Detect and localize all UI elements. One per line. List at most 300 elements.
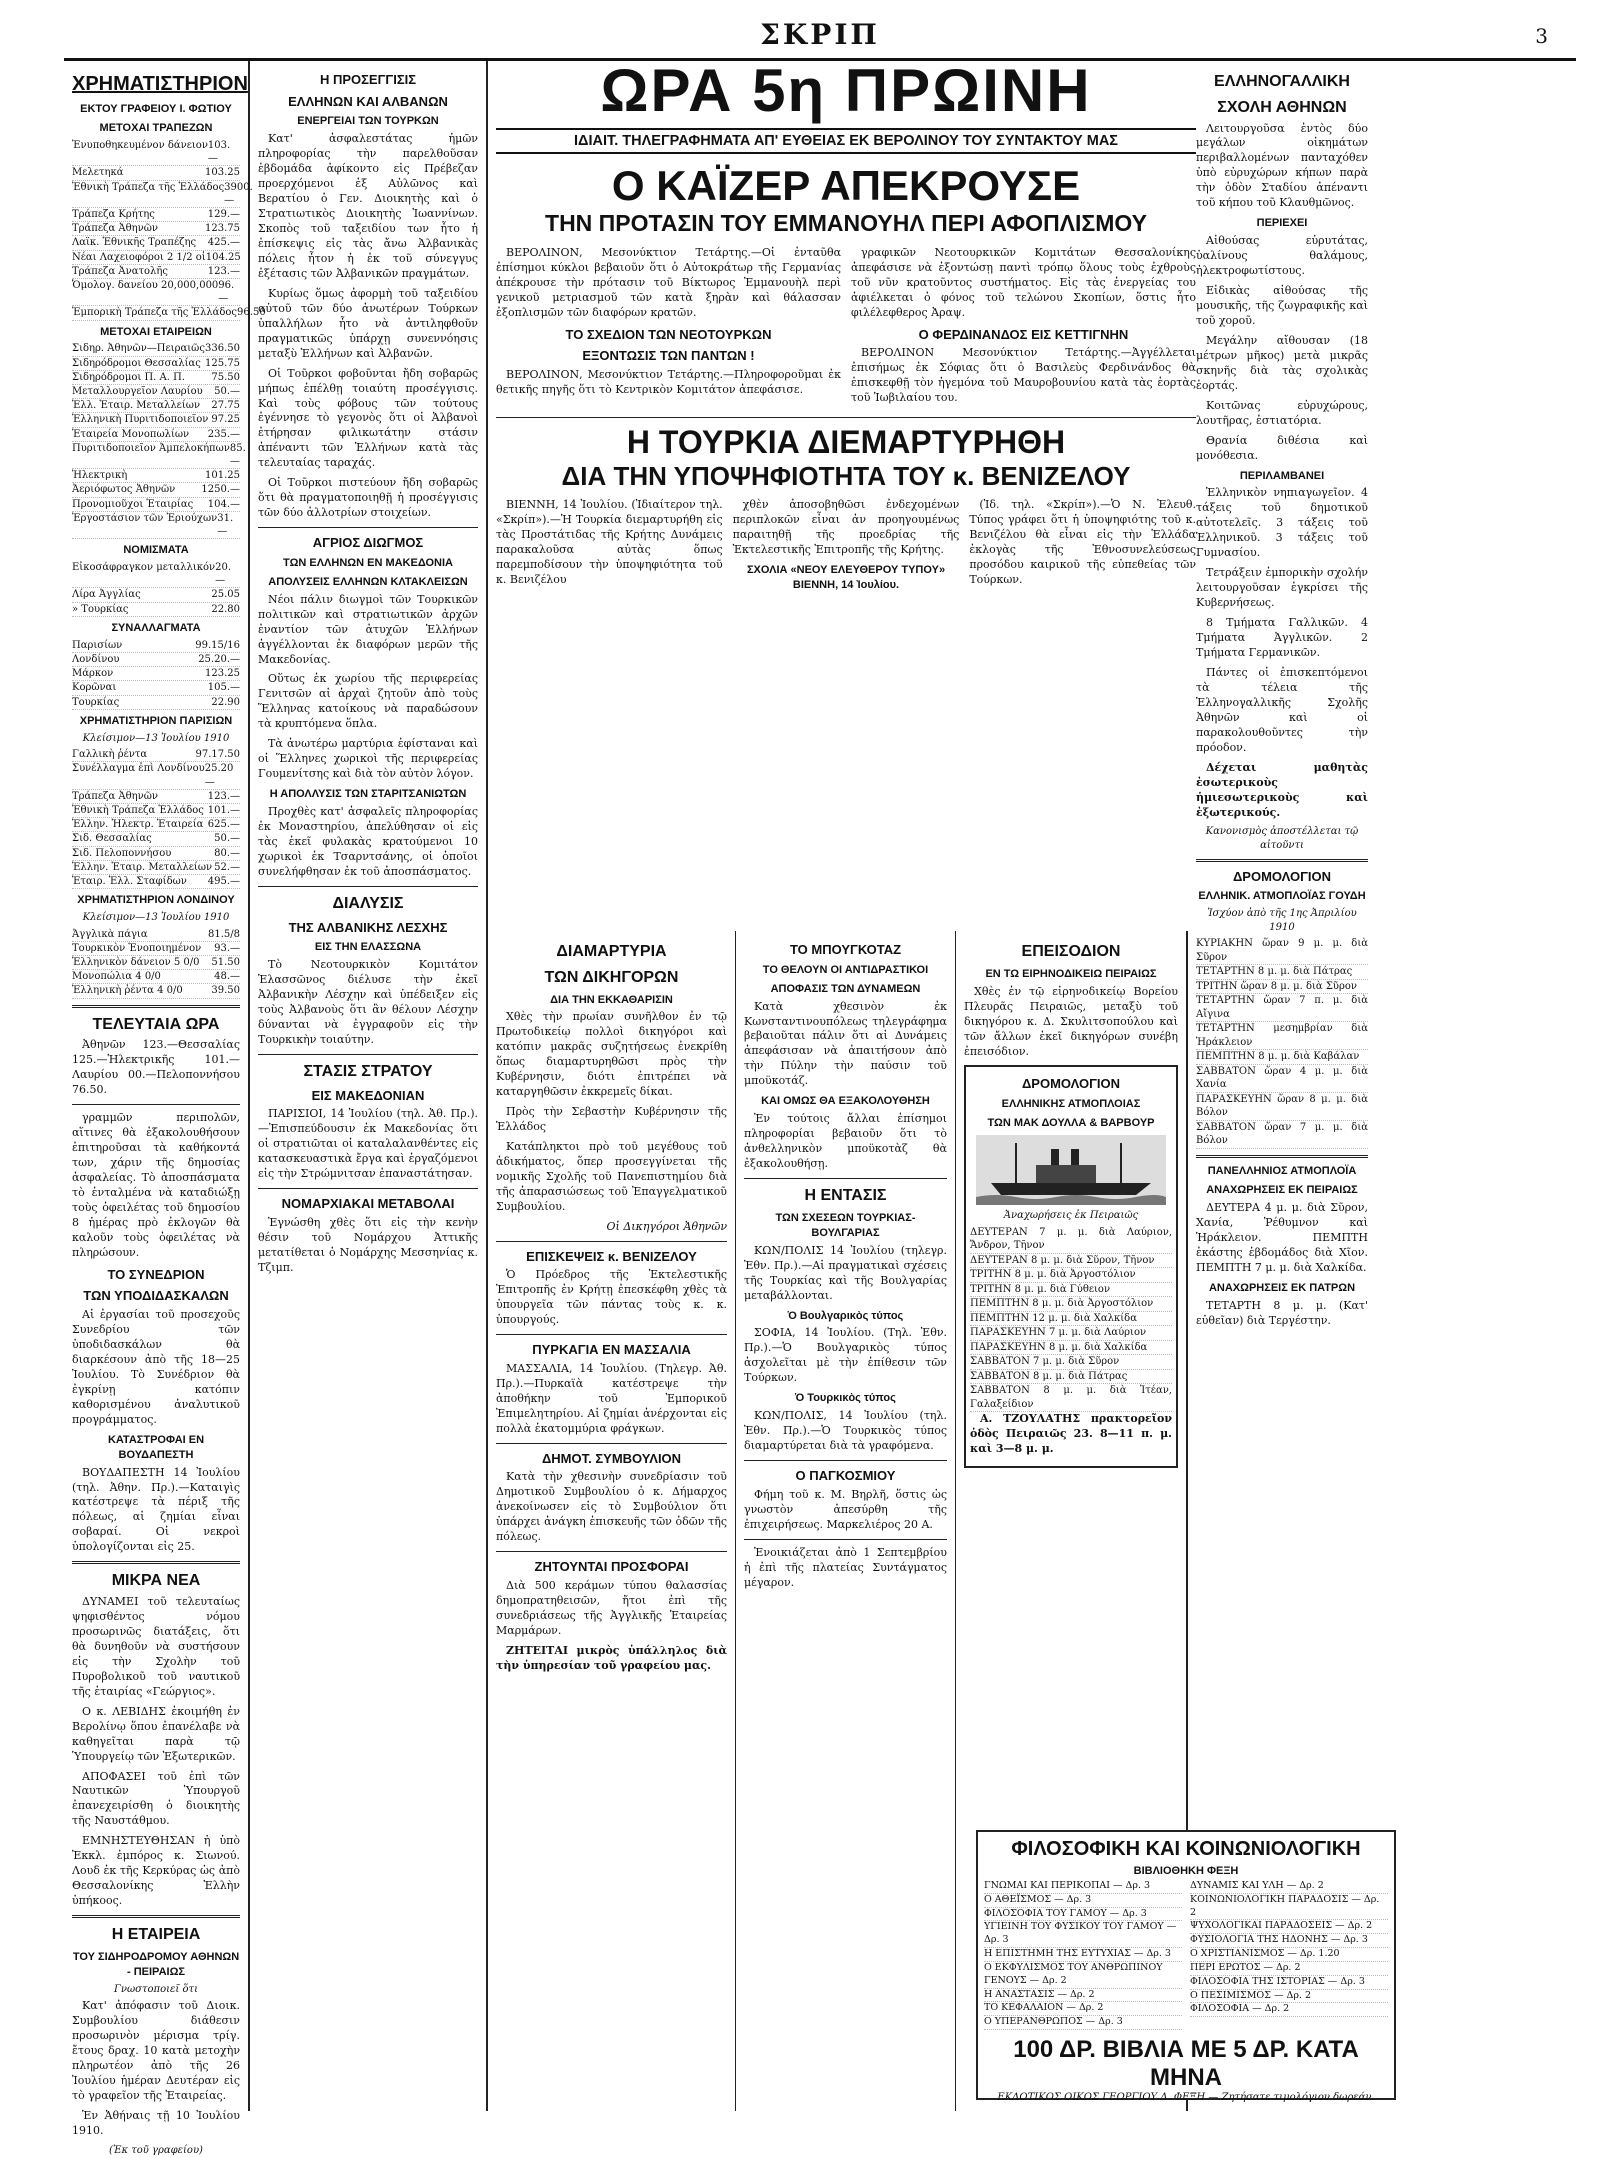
- price-value: 25.05: [211, 589, 240, 601]
- price-row: [72, 653, 240, 667]
- article-paragraph: Κατ' ἀσφαλεστάτας ἡμῶν πληροφορίας τὴν παρελθοῦσαν ἑβδομάδα ἀφίκοντο εἰς Πρέβεζαν προερχόμενοι ἐξ Αὐλῶνος καὶ Βερατίου ὁ Γεν. Διοικητὴς καὶ ὁ Στρατιωτικὸς Διοικητὴς Ἰωαννίνων. Σκοπὸς τοῦ ταξειδίου των ἦτο ἡ ἐπίσκεψις εἰς τὰς ἄνω Ἀλβανικὰς πόλεις ἦτον ἡ ἐκ τοῦ σύνεγγυς ἐξέτασις τῶν Ἀλβανικῶν πραγμάτων.: [258, 132, 478, 280]
- price-value: 52.—: [214, 861, 240, 873]
- divider: [744, 1178, 947, 1179]
- article-title: ΝΟΜΑΡΧΙΑΚΑΙ ΜΕΤΑΒΟΛΑΙ: [281, 1196, 455, 1212]
- list-item: ΠΕΜΠΤΗΝ 8 μ. μ. διὰ Καβάλαν: [1196, 1050, 1368, 1065]
- price-row: [72, 442, 246, 469]
- price-value: 425.—: [207, 237, 240, 249]
- book-list-left: [984, 1880, 1182, 2030]
- article-title: ΕΛΛΗΝΩΝ ΚΑΙ ΑΛΒΑΝΩΝ: [288, 93, 448, 109]
- list-item: ΤΕΤΑΡΤΗΝ 8 μ. μ. διὰ Πάτρας: [1196, 965, 1368, 980]
- divider: [1196, 859, 1368, 862]
- article-paragraph: ΔΕΥΤΕΡΑ 4 μ. μ. διὰ Σῦρον, Χανία, Ῥέθυμνον καὶ Ἡράκλειον. ΠΕΜΠΤΗ ἑκάστης ἑβδομάδος διὰ Χῖον. ΠΕΜΠΤΗ 7 μ. μ. διὰ Χαλκίδα.: [1196, 1200, 1368, 1274]
- list-item: ΣΑΒΒΑΤΟΝ ὥραν 4 μ. μ. διὰ Χανία: [1196, 1065, 1368, 1093]
- list-item: ΣΑΒΒΑΤΟΝ 8 μ. μ. διὰ Ἰτέαν, Γαλαξείδιον: [970, 1384, 1172, 1412]
- article-title: ΤΟ ΜΠΟΥΓΚΟΤΑΖ: [789, 942, 902, 957]
- price-value: 101.—: [207, 805, 240, 816]
- divider: [258, 527, 478, 528]
- list-item: Ο ΧΡΙΣΤΙΑΝΙΣΜΟΣ — Δρ. 1.20: [1190, 1948, 1388, 1962]
- ferdinand-title: Ο ΦΕΡΔΙΝΑΝΔΟΣ ΕΙΣ ΚΕΤΤΙΓΝΗΝ: [918, 326, 1129, 342]
- article-paragraph: Προχθὲς κατ' ἀσφαλεῖς πληροφορίας ἐκ Μοναστηρίου, ἀπελύθησαν οἱ εἰς τὰς ἐκεῖ φυλακὰς κρατούμενοι 10 χωρικοὶ ἐκ Τσαρντσάνης, οἱ ὁποῖοι συνελήφθησαν ἐκ τοῦ ἀποσπάσματος.: [258, 805, 478, 878]
- budapest-title: ΚΑΤΑΣΤΡΟΦΑΙ ΕΝ ΒΟΥΔΑΠΕΣΤΗ: [107, 1433, 205, 1461]
- price-name: Τράπεζα Ἀνατολῆς: [72, 265, 168, 277]
- schedule-lines: [1196, 937, 1368, 1149]
- tourkia-headline: Η ΤΟΥΡΚΙΑ ΔΙΕΜΑΡΤΥΡΗΘΗ: [626, 424, 1066, 461]
- kaiser-body: [496, 246, 1196, 411]
- article-subtitle: ΕΙΣ ΤΗΝ ΕΛΑΣΣΩΝΑ: [314, 941, 422, 954]
- price-row: [72, 279, 240, 306]
- list-item: ΤΡΙΤΗΝ 8 μ. μ. διὰ Γύθειον: [970, 1283, 1172, 1298]
- ad-publisher: ΕΚΔΟΤΙΚΟΣ ΟΙΚΟΣ ΓΕΩΡΓΙΟΥ Δ. ΦΕΞΗ — Ζητήσατε τιμολόγιον δωρεάν.: [997, 2091, 1375, 2103]
- list-item: ΠΑΡΑΣΚΕΥΗΝ 8 μ. μ. διὰ Χαλκίδα: [970, 1341, 1172, 1356]
- neotourkoi-title: ΤΟ ΣΧΕΔΙΟΝ ΤΩΝ ΝΕΟΤΟΥΡΚΩΝ: [565, 326, 772, 342]
- article-subtitle: ΕΝΕΡΓΕΙΑΙ ΤΩΝ ΤΟΥΡΚΩΝ: [297, 115, 439, 128]
- price-row: [72, 385, 240, 399]
- article-title: ΤΟ ΘΕΛΟΥΝ ΟΙ ΑΝΤΙΔΡΑΣΤΙΚΟΙ: [762, 963, 929, 976]
- price-value: 75.50: [211, 371, 240, 383]
- price-value: 123.—: [207, 265, 240, 277]
- budapest-text: ΒΟΥΔΑΠΕΣΤΗ 14 Ἰουλίου (τηλ. Ἀθην. Πρ.).—Καταιγὶς κατέστρεψε τὰ πέριξ τῆς πόλεως, αἱ ζημίαι εἶναι σοβαραί. Οἱ νεκροὶ ὑπολογίζονται εἰς 25.: [72, 1465, 240, 1554]
- article-paragraph: Πρὸς τὴν Σεβαστὴν Κυβέρνησιν τῆς Ἑλλάδος: [496, 1105, 727, 1134]
- price-value: 99.15/16: [195, 639, 240, 651]
- article-paragraph: ΤΕΤΑΡΤΗ 8 μ. μ. (Κατ' εὐθεῖαν) διὰ Τεργέστην.: [1196, 1298, 1368, 1327]
- kaiser-text-left: ΒΕΡΟΛΙΝΟΝ, Μεσονύκτιον Τετάρτης.—Οἱ ἐνταῦθα ἐπίσημοι κύκλοι βεβαιοῦν ὅτι ὁ Αὐτοκράτωρ τῆς Γερμανίας ἀπέκρουσε τὴν πρότασιν τοῦ Βίκτωρος Ἐμμανουὴλ περὶ γενικοῦ μετριασμοῦ τῶν κατὰ ξηρὰν καὶ θάλασσαν ἐξοπλισμῶν τῶν διαφόρων κρατῶν. ΤΟ ΣΧΕΔΙΟΝ ΤΩΝ ΝΕΟΤΟΥΡΚΩΝ ΕΞΟΝΤΩΣΙΣ ΤΩΝ ΠΑΝΤΩΝ ! ΒΕΡΟΛΙΝΟΝ, Μεσονύκτιον Τετάρτης.—Πληροφοροῦμαι ἐκ θετικῆς πηγῆς ὅτι τὸ Κεντρικὸν Κομιτάτον ἀπεφάσισε.: [496, 245, 841, 396]
- list-item: Η ΕΠΙΣΤΗΜΗ ΤΗΣ ΕΥΤΥΧΙΑΣ — Δρ. 3: [984, 1948, 1182, 1962]
- article-paragraph: Ἑλληνικὸν νηπιαγωγεῖον. 4 τάξεις τοῦ δημοτικοῦ αὐτοτελεῖς. 3 τάξεις τοῦ Ἑλληνικοῦ. 3 τάξεις τοῦ Γυμνασίου.: [1196, 486, 1368, 560]
- article-paragraph: Οἱ Τοῦρκοι πιστεύουν ἤδη σοβαρῶς ὅτι θὰ πραγματοποιηθῇ ἡ προσέγγισις τῶν δύο ἀλλοτρίων στοιχείων.: [258, 476, 478, 520]
- article-paragraph: Κατὰ χθεσινὸν ἐκ Κωνσταντινουπόλεως τηλεγράφημα βεβαιοῦται πάλιν ὅτι αἱ Δυνάμεις ἀπεφάσισαν νὰ ἀπαιτήσουν ἀπὸ τὴν Πύλην τὴν παύσιν τοῦ μποϋκοτάζ.: [744, 999, 947, 1088]
- price-value: 85.—: [229, 442, 246, 467]
- article-title: Η ΕΝΤΑΣΙΣ: [804, 1187, 887, 1205]
- company-notice-title: Η ΕΤΑΙΡΕΙΑ: [111, 1926, 201, 1944]
- divider: [744, 1460, 947, 1461]
- article-subtitle: ΑΠΟΦΑΣΙΣ ΤΩΝ ΔΥΝΑΜΕΩΝ: [770, 982, 921, 995]
- tourkia-subheadline: ΔΙΑ ΤΗΝ ΥΠΟΨΗΦΙΟΤΗΤΑ ΤΟΥ κ. ΒΕΝΙΖΕΛΟΥ: [561, 460, 1131, 491]
- ad-subtitle: ΑΝΑΧΩΡΗΣΕΙΣ ΕΚ ΠΑΤΡΩΝ: [1208, 1281, 1356, 1294]
- ad-subtitle: ΤΩΝ ΜΑΚ ΔΟΥΛΛΑ & ΒΑΡΒΟΥΡ: [987, 1117, 1155, 1130]
- list-item: Ο ΑΘΕΪΣΜΟΣ — Δρ. 3: [984, 1894, 1182, 1908]
- ad-subtitle: ΕΛΛΗΝΙΚΗΣ ΑΤΜΟΠΛΟΙΑΣ: [1001, 1098, 1141, 1111]
- neotourkoi-text: ΒΕΡΟΛΙΝΟΝ, Μεσονύκτιον Τετάρτης.—Πληροφοροῦμαι ἐκ θετικῆς πηγῆς ὅτι τὸ Κεντρικὸν Κομιτάτον ἀπεφάσισε.: [496, 368, 841, 396]
- price-value: 51.50: [211, 957, 240, 969]
- article-paragraph: Ὁ Πρόεδρος τῆς Ἐκτελεστικῆς Ἐπιτροπῆς ἐν Κρήτῃ ἐπεσκέφθη χθὲς τὰ ὑπουργεῖα τῶν πάντας τοὺς κ. κ. ὑπουργούς.: [496, 1268, 727, 1327]
- price-row: [72, 639, 240, 653]
- price-row: [72, 342, 240, 356]
- price-name: Σιδηρ. Ἀθηνῶν—Πειραιῶς: [72, 343, 205, 355]
- paris-subheading: Κλείσιμον—13 Ἰουλίου 1910: [82, 732, 230, 744]
- column-boycott: [736, 931, 956, 2111]
- article-signature: Οἱ Δικηγόροι Ἀθηνῶν: [606, 1219, 727, 1233]
- congress-title: ΤΟ ΣΥΝΕΔΡΙΟΝ: [107, 1266, 205, 1282]
- article-paragraph: Τὸ Νεοτουρκικὸν Κομιτάτον Ἐλασσῶνος διέλυσε τὴν ἐκεῖ Ἀλβανικὴν Λέσχην καὶ ὑπέδειξεν εἰς τοὺς Ἀλβανοὺς ὅτι ἂν θέλουν Λέσχην δύνανται νὰ ἐγγραφοῦν εἰς τὴν Τουρκικὴν τοιαύτην.: [258, 958, 478, 1046]
- article-paragraph: Οἱ Τοῦρκοι φοβοῦνται ἤδη σοβαρῶς μήπως ἐπέλθῃ τοιαύτη προσέγγισις. Καὶ τοὺς φόβους τῶν τούτους ἐγέννησε τὸ γεγονὸς ὅτι οἱ Ἀλβανοὶ ἐτήρησαν φιλικωτάτην στάσιν ἀπέναντι τῶν Ἑλλήνων κατὰ τὰς τελευταίας ταραχάς.: [258, 366, 478, 470]
- article-subtitle: ΕΝ ΤΩ ΕΙΡΗΝΟΔΙΚΕΙΩ ΠΕΙΡΑΙΩΣ: [985, 967, 1157, 980]
- price-row: [72, 928, 240, 942]
- ferdinand-text: ΒΕΡΟΛΙΝΟΝ Μεσονύκτιον Τετάρτης.—Ἀγγέλλεται ἐπισήμως ἐκ Σόφιας ὅτι ὁ Βασιλεὺς Φερδινάνδος θὰ ἐπισκεφθῇ τὸν ἡγεμόνα τοῦ Μαυροβουνίου κατὰ τὰς ἑορτὰς τοῦ Ἰωβιλαίου του.: [851, 346, 1196, 405]
- tourkia-text-1: ΒΙΕΝΝΗ, 14 Ἰουλίου. (Ἰδιαίτερον τηλ. «Σκρίπ»).—Ἡ Τουρκία διεμαρτυρήθη εἰς τὰς Προστάτιδας τῆς Κρήτης Δυνάμεις παρακαλοῦσα αὐτὰς ὅπως παρεμποδίσουν τὴν ὑποψηφιότητα τοῦ κ. Βενιζέλου: [496, 498, 723, 586]
- price-row: [72, 818, 240, 832]
- price-value: 103.25: [205, 167, 240, 179]
- price-name: Ἑλλην. Ἑταιρ. Μεταλλείων: [72, 861, 213, 873]
- column-greek-albanian: [250, 61, 488, 2111]
- article-title: ΤΩΝ ΔΙΚΗΓΟΡΩΝ: [544, 968, 679, 986]
- kaiser-headline: Ο ΚΑΪΖΕΡ ΑΠΕΚΡΟΥΣΕ: [611, 162, 1081, 209]
- divider: [496, 417, 1196, 418]
- price-row: [72, 208, 240, 222]
- price-row: [72, 804, 240, 818]
- list-item: ΠΑΡΑΣΚΕΥΗΝ ὥραν 8 μ. μ. διὰ Βόλον: [1196, 1093, 1368, 1121]
- price-row: [72, 984, 240, 998]
- divider: [258, 1054, 478, 1055]
- list-item: ΔΥΝΑΜΙΣ ΚΑΙ ΥΛΗ — Δρ. 2: [1190, 1880, 1388, 1894]
- companies-heading: ΜΕΤΟΧΑΙ ΕΤΑΙΡΕΙΩΝ: [100, 325, 212, 338]
- ad-from: Ἰσχύον ἀπὸ τῆς 1ης Ἀπριλίου 1910: [1207, 908, 1357, 933]
- ad-from: Ἀναχωρήσεις ἐκ Πειραιῶς: [1003, 1210, 1139, 1222]
- small-news-title: ΜΙΚΡΑ ΝΕΑ: [111, 1572, 201, 1590]
- company-notice-title-2: ΤΟΥ ΣΙΔΗΡΟΔΡΟΜΟΥ ΑΘΗΝΩΝ - ΠΕΙΡΑΙΩΣ: [72, 1950, 240, 1978]
- section-heading: ΠΕΡΙΛΑΜΒΑΝΕΙ: [1239, 469, 1325, 482]
- article-title: ΕΠΕΙΣΟΔΙΟΝ: [1021, 943, 1121, 960]
- divider: [496, 1241, 727, 1242]
- paris-list: [72, 748, 240, 889]
- article-title: ΕΙΣ ΜΑΚΕΔΟΝΙΑΝ: [311, 1087, 425, 1103]
- list-item: ΣΑΒΒΑΤΟΝ ὥραν 7 μ. μ. διὰ Βόλον: [1196, 1121, 1368, 1149]
- article-paragraph: Εἰδικὰς αἰθούσας τῆς μουσικῆς, τῆς ζωγραφικῆς καὶ τοῦ χοροῦ.: [1196, 284, 1368, 327]
- list-item: ΤΕΤΑΡΤΗΝ μεσημβρίαν διὰ Ἡράκλειον: [1196, 1022, 1368, 1050]
- price-name: Ἑταιρ. Ἑλλ. Σταφίδων: [72, 875, 187, 887]
- list-item: ΔΕΥΤΕΡΑΝ 8 μ. μ. διὰ Σῦρον, Τῆνον: [970, 1254, 1172, 1269]
- article-title: Ο ΠΑΓΚΟΣΜΙΟΥ: [795, 1468, 896, 1484]
- price-name: Ἐμπορικὴ Τράπεζα τῆς Ἑλλάδος: [72, 307, 238, 319]
- price-value: 125.75: [205, 357, 240, 369]
- price-value: 81.5/8: [208, 928, 240, 940]
- price-value: 336.50: [205, 343, 240, 355]
- price-value: 123.—: [207, 790, 240, 802]
- article-paragraph: Λειτουργοῦσα ἐντὸς δύο μεγάλων οἰκημάτων περιβαλλομένων πανταχόθεν ὑπὸ εὐρυχώρων κήπων παρὰ τὴν ὁδὸν Σταδίου ἀπέναντι τοῦ κήπου τοῦ Κλαυθμῶνος.: [1196, 121, 1368, 210]
- company-shares-list: [72, 342, 246, 539]
- price-name: » Τουρκίας: [72, 603, 129, 615]
- article-subtitle: Ὁ Τουρκικὸς τύπος: [795, 1392, 896, 1405]
- list-item: Η ΑΝΑΣΤΑΣΙΣ — Δρ. 2: [984, 1989, 1182, 2003]
- price-name: Ἑλλ. Ἑταιρ. Μεταλλείων: [72, 400, 201, 412]
- article-title: ΔΙΑΜΑΡΤΥΡΙΑ: [556, 943, 667, 960]
- company-notice-sign-2: (Ἐκ τοῦ γραφείου): [109, 2144, 203, 2156]
- price-row: [72, 561, 240, 588]
- section-heading: ΠΕΡΙΕΧΕΙ: [1256, 217, 1308, 230]
- steamship-icon: [976, 1135, 1166, 1205]
- price-row: [72, 847, 240, 861]
- ad-title: ΦΙΛΟΣΟΦΙΚΗ ΚΑΙ ΚΟΙΝΩΝΙΟΛΟΓΙΚΗ: [1011, 1838, 1361, 1860]
- article-paragraph: Πάντες οἱ ἐπισκεπτόμενοι τὰ τέλεια τῆς Ἑλληνογαλλικῆς Σχολῆς Ἀθηνῶν καὶ οἱ παρακολουθοῦντες τὴν πρόοδον.: [1196, 665, 1368, 754]
- price-value: 97.25: [211, 414, 240, 426]
- ad-title: ΔΡΟΜΟΛΟΓΙΟΝ: [1232, 868, 1332, 884]
- price-name: Λίρα Ἀγγλίας: [72, 589, 141, 601]
- article-paragraph: Ἐνοικιάζεται ἀπὸ 1 Σεπτεμβρίου ἡ ἐπὶ τῆς πλατείας Συντάγματος μέγαρον.: [744, 1545, 947, 1589]
- article-paragraph: Ἐγνώσθη χθὲς ὅτι εἰς τὴν κενὴν θέσιν τοῦ Νομάρχου Ἀττικῆς μετατίθεται ὁ Νομάρχης Μεσσηνίας κ. Τζιμπ.: [258, 1215, 478, 1274]
- article-paragraph: Δέχεται μαθητὰς ἐσωτερικοὺς ἡμιεσωτερικοὺς καὶ ἐξωτερικούς.: [1196, 760, 1368, 819]
- price-name: Μελετηκά: [72, 167, 124, 179]
- price-row: [72, 942, 240, 956]
- price-value: 22.80: [211, 603, 240, 615]
- price-row: [72, 306, 266, 320]
- price-name: Ἐθνικὴ Τράπεζα Ἑλλάδος: [72, 805, 204, 816]
- article-paragraph: Κατὰ τὴν χθεσινὴν συνεδρίασιν τοῦ Δημοτικοῦ Συμβουλίου ὁ κ. Δήμαρχος ἀνεκοίνωσεν εἰς τὸ Συμβούλιον ὅτι ὑπάρχει ἀνάγκη ἐπισκευῆς τῶν ὁδῶν τῆς πόλεως.: [496, 1470, 727, 1544]
- price-name: Τουρκίας: [72, 696, 120, 708]
- price-name: Νέαι Λαχειοφόροι 2 1/2 οἱ: [72, 251, 206, 263]
- neotourkoi-title-2: ΕΞΟΝΤΩΣΙΣ ΤΩΝ ΠΑΝΤΩΝ !: [582, 348, 755, 364]
- company-notice-title-3: Γνωστοποιεῖ ὅτι: [113, 1983, 198, 1995]
- price-name: Συνέλλαγμα ἐπὶ Λονδίνου: [72, 763, 205, 775]
- price-value: 50.—: [214, 833, 240, 845]
- article-paragraph: 8 Τμήματα Γαλλικῶν. 4 Τμήματα Ἀγγλικῶν. 2 Τμήματα Γερμανικῶν.: [1196, 616, 1368, 659]
- price-row: [72, 181, 253, 208]
- schedule-lines: [970, 1226, 1172, 1413]
- price-name: Σιδ. Πελοποννήσου: [72, 847, 172, 859]
- price-row: [72, 603, 240, 617]
- price-value: 104.25: [205, 251, 241, 263]
- bank-shares-list: [72, 139, 266, 320]
- article-note: Κανονισμὸς ἀποστέλλεται τῷ αἰτοῦντι: [1205, 826, 1359, 852]
- price-value: 50.—: [214, 386, 240, 398]
- article-paragraph: Τὰ ἀνωτέρω μαρτύρια ἐφίσταναι καὶ οἱ Ἕλληνες χωρικοὶ τῆς περιφερείας Γουμενίτσης καὶ διὰ τὸν αὐτὸν λόγον.: [258, 737, 478, 781]
- price-row: [72, 681, 240, 695]
- price-row: [72, 832, 240, 846]
- masthead-title: ΣΚΡΙΠ: [760, 18, 880, 51]
- company-notice-sign: Ἐν Ἀθήναις τῇ 10 Ἰουλίου 1910.: [72, 2109, 240, 2137]
- school-title: ΕΛΛΗΝΟΓΑΛΛΙΚΗ: [1214, 73, 1350, 90]
- price-name: Ἀγγλικὰ πάγια: [72, 928, 148, 940]
- school-title-2: ΣΧΟΛΗ ΑΘΗΝΩΝ: [1217, 98, 1347, 116]
- article-title: Η ΠΡΟΣΕΓΓΙΣΙΣ: [319, 72, 417, 87]
- price-row: [72, 251, 240, 265]
- ad-title: ΔΡΟΜΟΛΟΓΙΟΝ: [1021, 1076, 1121, 1092]
- price-name: Ἑταιρεία Μονοπωλίων: [72, 428, 190, 440]
- tourkia-body: [496, 498, 1196, 596]
- price-name: Σιδηρόδρομοι Π. Α. Π.: [72, 371, 185, 383]
- tourkia-text-3: (Ἰδ. τηλ. «Σκρίπ»).—Ὁ Ν. Ἐλευθ. Τύπος γράφει ὅτι ἡ ὑποψηφιότης τοῦ κ. Βενιζέλου θὰ εἶναι εἰς τὴν Ἑλλάδα ἐκλογὰς τῆς Ἐθνοσυνελεύσεως προσόδου καιρικοῦ τῆς εὐπεθείας τῶν Τούρκων.: [969, 498, 1197, 586]
- article-subtitle: Ὁ Βουλγαρικὸς τύπος: [787, 1309, 904, 1322]
- ad-subtitle: ΑΝΑΧΩΡΗΣΕΙΣ ΕΚ ΠΕΙΡΑΙΩΣ: [1206, 1183, 1358, 1196]
- price-row: [72, 748, 240, 762]
- price-name: Λονδίνου: [72, 653, 120, 665]
- price-name: Ἑλλην. Ἠλεκτρ. Ἑταιρεία: [72, 819, 204, 831]
- article-subtitle: ΔΙΑ ΤΗΝ ΕΚΚΑΘΑΡΙΣΙΝ: [550, 993, 673, 1006]
- ad-agent: Α. ΤΖΟΥΛΑΤΗΣ πρακτορεῖον ὁδὸς Πειραιῶς 23. 8—11 π. μ. καὶ 3—8 μ. μ.: [970, 1412, 1172, 1456]
- price-name: Λαϊκ. Ἐθνικῆς Τραπέζης: [72, 237, 197, 249]
- article-paragraph: Διὰ 500 κεράμων τύπου θαλασσίας δημοπρατηθεισῶν, ἤτοι ἐπὶ τῆς συνεδριάσεως τῆς Ἀγγλικῆς Ἑταιρείας Μαρμάρων.: [496, 1578, 727, 1637]
- misc-text: γραμμῶν περιπολῶν, αἵτινες θὰ ἐξακολουθήσουν ἐπιτηροῦσαι τὰ καθήκοντά των, χάριν τῆς δημοσίας ἀσφαλείας. Τὸ ἀποσπάσματα τὸ ἐνταλμένα νὰ καταδιώξῃ τοὺς ὀφειλέτας τοῦ δημοσίου 8 ἡμέρας πρὸ ἐκλογῶν θὰ καλοῦν τοὺς ὀφειλέτας νὰ πληρώσουν.: [72, 1111, 240, 1259]
- banner-headline: ΩΡΑ 5η ΠΡΩΙΝΗ: [600, 57, 1092, 124]
- last-hour-text: Ἀθηνῶν 123.—Θεσσαλίας 125.—Ἡλεκτρικῆς 101.—Λαυρίου 00.—Πελοποννήσου 76.50.: [72, 1038, 240, 1097]
- banner-subhead: ΙΔΙΑΙΤ. ΤΗΛΕΓΡΑΦΗΜΑΤΑ ΑΠ' ΕΥΘΕΙΑΣ ΕΚ ΒΕΡΟΛΙΝΟΥ ΤΟΥ ΣΥΝΤΑΚΤΟΥ ΜΑΣ: [496, 128, 1196, 154]
- list-item: ΔΕΥΤΕΡΑΝ 7 μ. μ. διὰ Λαύριον, Ἄνδρον, Τῆνον: [970, 1226, 1172, 1254]
- price-value: 96.50: [237, 307, 266, 319]
- article-paragraph: Μεγάλην αἴθουσαν (18 μέτρων μῆκος) μετὰ μικρᾶς σκηνῆς διὰ τὰς σχολικὰς ἑορτάς.: [1196, 333, 1368, 392]
- list-item: ΦΙΛΟΣΟΦΙΑ ΤΗΣ ΙΣΤΟΡΙΑΣ — Δρ. 3: [1190, 1976, 1388, 1990]
- ad-subtitle: ΕΛΛΗΝΙΚ. ΑΤΜΟΠΛΟΪΑΣ ΓΟΥΔΗ: [1198, 890, 1366, 903]
- price-value: 93.—: [214, 942, 240, 954]
- london-heading: ΧΡΗΜΑΤΙΣΤΗΡΙΟΝ ΛΟΝΔΙΝΟΥ: [77, 894, 235, 907]
- ad-title: ΠΑΝΕΛΛΗΝΙΟΣ ΑΤΜΟΠΛΟΪΑ: [1207, 1164, 1357, 1177]
- price-value: 123.25: [205, 668, 240, 680]
- article-subtitle: ΤΩΝ ΣΧΕΣΕΩΝ ΤΟΥΡΚΙΑΣ-ΒΟΥΛΓΑΡΙΑΣ: [775, 1211, 916, 1239]
- price-name: Παρισίων: [72, 639, 123, 651]
- book-list-right: [1190, 1880, 1388, 2030]
- price-name: Σιδηρόδρομοι Θεσσαλίας: [72, 357, 201, 369]
- article-title: ΔΙΑΛΥΣΙΣ: [332, 894, 404, 912]
- price-name: Τουρκικὸν Ἑνοποιημένον: [72, 942, 202, 954]
- list-item: ΤΡΙΤΗΝ 8 μ. μ. διὰ Ἀργοστόλιον: [970, 1268, 1172, 1283]
- price-value: 25.20.—: [198, 653, 240, 665]
- coins-heading: ΝΟΜΙΣΜΑΤΑ: [123, 544, 189, 557]
- list-item: Ο ΠΕΣΙΜΙΣΜΟΣ — Δρ. 2: [1190, 1990, 1388, 2004]
- price-name: Προνομιοῦχοι Ἑταιρίας: [72, 498, 194, 510]
- article-paragraph: Νέοι πάλιν διωγμοὶ τῶν Τουρκικῶν πολιτικῶν καὶ στρατιωτικῶν ἀρχῶν ἐναντίον τῶν ἀτυχῶν Ἑλλήνων ἀγγέλλονται ἐκ διαφόρων μερῶν τῆς Μακεδονίας.: [258, 592, 478, 666]
- article-paragraph: Κοιτῶνας εὐρυχώρους, λουτῆρας, ἑστιατόρια.: [1196, 398, 1368, 427]
- last-hour-title: ΤΕΛΕΥΤΑΙΑ ΩΡΑ: [92, 1015, 220, 1033]
- price-row: [72, 875, 240, 889]
- list-item: ΠΕΜΠΤΗΝ 12 μ. μ. διὰ Χαλκίδα: [970, 1312, 1172, 1327]
- list-item: ΣΑΒΒΑΤΟΝ 7 μ. μ. διὰ Σῦρον: [970, 1355, 1172, 1370]
- price-row: [72, 970, 240, 984]
- stock-subtitle: ΕΚΤΟΥ ΓΡΑΦΕΙΟΥ Ι. ΦΩΤΙΟΥ: [80, 103, 232, 116]
- price-name: Πυριτιδοποιεῖον Ἀμπελοκήπων: [72, 442, 230, 454]
- article-title: ΖΗΤΟΥΝΤΑΙ ΠΡΟΣΦΟΡΑΙ: [534, 1559, 689, 1575]
- column-stock-exchange: [64, 61, 266, 2156]
- price-name: Τράπεζα Ἀθηνῶν: [72, 790, 158, 802]
- list-item: ΠΑΡΑΣΚΕΥΗΝ 7 μ. μ. διὰ Λαύριον: [970, 1326, 1172, 1341]
- price-name: Γαλλικὴ ῥέντα: [72, 749, 148, 761]
- tourkia-text-2: χθὲν ἀποσοβηθῶσι ἐνδεχομένων περιπλοκῶν εἶναι ἀν προηγουμένως παραιτηθῇ τῆς προεδρίας τῆς Ἐκτελεστικῆς Ἐπιτροπῆς τῆς Κρήτης.: [732, 498, 960, 556]
- price-name: Μεταλλουργεῖον Λαυρίου: [72, 386, 203, 398]
- article-subtitle: Η ΑΠΟΛΛΥΣΙΣ ΤΩΝ ΣΤΑΡΙΤΣΑΝΙΩΤΩΝ: [269, 788, 467, 801]
- price-row: [72, 861, 240, 875]
- article-paragraph: Κυρίως ὅμως ἀφορμὴ τοῦ ταξειδίου αὐτοῦ τῶν δύο ἀνωτέρων Τούρκων ὑπαλλήλων ἦτο νὰ ἀντιληφθοῦν πραγματικῶς ὑπάρχῃ συνεννόησις μεταξὺ Ἑλλήνων καὶ Ἀλβανῶν.: [258, 286, 478, 360]
- list-item: Ο ΥΠΕΡΑΝΘΡΩΠΟΣ — Δρ. 3: [984, 2016, 1182, 2030]
- price-name: Μάρκον: [72, 668, 114, 680]
- column-lawyers: [488, 931, 736, 2111]
- price-name: Κορῶναι: [72, 682, 117, 694]
- price-value: 129.—: [207, 209, 240, 221]
- price-row: [72, 469, 240, 483]
- list-item: ΓΝΩΜΑΙ ΚΑΙ ΠΕΡΙΚΟΠΑΙ — Δρ. 3: [984, 1880, 1182, 1894]
- stock-title: ΧΡΗΜΑΤΙΣΤΗΡΙΟΝ: [72, 73, 248, 95]
- article-title: ΤΗΣ ΑΛΒΑΝΙΚΗΣ ΛΕΣΧΗΣ: [288, 919, 448, 935]
- list-item: ΦΙΛΟΣΟΦΙΑ ΤΟΥ ΓΑΜΟΥ — Δρ. 3: [984, 1908, 1182, 1922]
- price-row: [72, 399, 240, 413]
- article-paragraph: Χθὲς ἐν τῷ εἰρηνοδικείῳ Βορείου Πλευρᾶς Πειραιῶς, μεταξὺ τοῦ δικηγόρου κ. Δ. Σκυλιτσοπούλου καὶ τῶν ἄλλων ἐκεῖ δικηγόρων συνέβη ἐπεισόδιον.: [964, 984, 1178, 1058]
- price-row: [72, 483, 240, 497]
- price-name: Εἰκοσάφραγκον μεταλλικόν: [72, 562, 216, 574]
- price-row: [72, 498, 240, 512]
- article-paragraph: ΣΟΦΙΑ, 14 Ἰουλίου. (Τηλ. Ἐθν. Πρ.).—Ὁ Βουλγαρικὸς τύπος ἀσχολεῖται μὲ τὴν ἐπίθεσιν τῶν Τούρκων.: [744, 1326, 947, 1385]
- small-news-1: ΔΥΝΑΜΕΙ τοῦ τελευταίως ψηφισθέντος νόμου προσωρινῶς διατάξεις, ὅτι θὰ δυνηθοῦν νὰ συστήσουν εἰς τὴν Σχολὴν τοῦ Πυροβολικοῦ τοῦ ναυτικοῦ τῆς ἑταιρίας «Γεώργιος».: [72, 1595, 240, 1698]
- price-name: Μονοπώλια 4 0/0: [72, 971, 161, 983]
- price-name: Ἐθνικὴ Τράπεζα τῆς Ἑλλάδος: [72, 181, 225, 193]
- article-paragraph: ΜΑΣΣΑΛΙΑ, 14 Ἰουλίου. (Τηλεγρ. Ἀθ. Πρ.).—Πυρκαϊὰ κατέστρεψε τὴν ἀποθήκην τοῦ Ἐμπορικοῦ Ἐπιμελητηρίου. Αἱ ζημίαι ἀνέρχονται εἰς πολλὰ ἑκατομμύρια φράγκων.: [496, 1361, 727, 1435]
- price-row: [72, 236, 240, 250]
- price-row: [72, 166, 240, 180]
- article-subtitle: ΑΠΟΛΥΣΕΙΣ ΕΛΛΗΝΩΝ ΚΛΤΑΚΛΕΙΣΩΝ: [268, 575, 468, 588]
- price-value: 22.90: [211, 696, 240, 708]
- price-value: 625.—: [207, 819, 240, 831]
- steamship-schedule-ad: [964, 1065, 1178, 1468]
- price-row: [72, 790, 240, 804]
- price-name: Ἀεριόφωτος Ἀθηνῶν: [72, 484, 176, 496]
- price-value: 3900.—: [224, 181, 253, 206]
- price-row: [72, 139, 240, 166]
- list-item: ΦΙΛΟΣΟΦΙΑ — Δρ. 2: [1190, 2003, 1388, 2017]
- article-title: ΤΩΝ ΕΛΛΗΝΩΝ ΕΝ ΜΑΚΕΔΟΝΙΑ: [283, 556, 453, 569]
- price-name: Ἑλληνικὸν δάνειον 5 0/0: [72, 957, 200, 969]
- price-value: 123.75: [205, 223, 240, 235]
- article-paragraph: Χθὲς τὴν πρωίαν συνῆλθον ἐν τῷ Πρωτοδικείῳ πολλοὶ δικηγόροι καὶ κατόπιν μακρᾶς συζητήσεως ἐνεκρίθη ὅπως διαμαρτυρηθῶσι πρὸς τὴν Κυβέρνησιν, διότι ἐπιτρέπει νὰ καταργηθῶσιν ἐκκρεμεῖς δίκαι.: [496, 1010, 727, 1099]
- divider: [72, 1005, 240, 1008]
- small-news-4: ΕΜΝΗΣΤΕΥΘΗΣΑΝ ἡ ὑπὸ Ἐκκλ. ἐμπόρος κ. Σιωνού. Λουδ ἐκ τῆς Κερκύρας ὡς ἀπὸ Θεσσαλονίκης Ἑλλὴν ὑπήκοος.: [72, 1834, 240, 1908]
- price-row: [72, 357, 240, 371]
- price-name: Ἐργοστάσιον τῶν Ἐριούχων: [72, 512, 218, 524]
- price-value: 20.—: [215, 562, 232, 587]
- divider: [258, 1188, 478, 1189]
- price-row: [72, 222, 240, 236]
- list-item: ΚΟΙΝΩΝΙΟΛΟΓΙΚΗ ΠΑΡΑΔΟΣΙΣ — Δρ. 2: [1190, 1894, 1388, 1921]
- list-item: ΨΥΧΟΛΟΓΙΚΑΙ ΠΑΡΑΔΟΣΕΙΣ — Δρ. 2: [1190, 1920, 1388, 1934]
- list-item: ΠΕΡΙ ΕΡΩΤΟΣ — Δρ. 2: [1190, 1962, 1388, 1976]
- price-value: 39.50: [211, 985, 240, 997]
- price-row: [72, 696, 240, 710]
- divider: [258, 886, 478, 887]
- price-name: Ἡλεκτρικὴ: [72, 470, 128, 482]
- divider: [72, 1561, 240, 1564]
- divider: [496, 1443, 727, 1444]
- page-number: 3: [1535, 24, 1548, 48]
- divider: [1196, 1155, 1368, 1158]
- price-value: 103.—: [207, 140, 231, 165]
- kaiser-text-right: γραφικῶν Νεοτουρκικῶν Κομιτάτων Θεσσαλονίκης ἀπεφάσισε νὰ ἐξοντώσῃ παντὶ τρόπῳ ὅλους τοὺς ἐχθροὺς τοῦ νῦν κρατοῦντος συστήματος. Εἰς τὰς ἐνεργείας του ἀφιέλκεται ὁ φόνος τοῦ τελώνου Σκοπίων, ὅστις ἦτο φιλέλεφθερος Ἀραψ. Ο ΦΕΡΔΙΝΑΝΔΟΣ ΕΙΣ ΚΕΤΤΙΓΝΗΝ ΒΕΡΟΛΙΝΟΝ Μεσονύκτιον Τετάρτης.—Ἀγγέλλεται ἐπισήμως ἐκ Σόφιας ὅτι ὁ Βασιλεὺς Φερδινάνδος θὰ ἐπισκεφθῇ τὸν ἡγεμόνα τοῦ Μαυροβουνίου κατὰ τὰς ἑορτὰς τοῦ Ἰωβιλαίου του.: [851, 245, 1196, 405]
- ad-subtitle: ΒΙΒΛΙΟΘΗΚΗ ΦΕΞΗ: [1133, 1865, 1239, 1877]
- front-banner-section: [496, 58, 1196, 596]
- article-title: ΑΓΡΙΟΣ ΔΙΩΓΜΟΣ: [312, 535, 424, 551]
- fx-heading: ΣΥΝΑΛΛΑΓΜΑΤΑ: [111, 621, 201, 634]
- book-lists: [984, 1880, 1388, 2030]
- price-name: Ἑλληνικὴ ῥέντα 4 0/0: [72, 985, 183, 997]
- price-row: [72, 667, 240, 681]
- price-row: [72, 762, 240, 789]
- divider: [496, 1551, 727, 1552]
- list-item: ΠΕΜΠΤΗΝ 8 μ. μ. διὰ Ἀργοστόλιον: [970, 1297, 1172, 1312]
- price-value: 1250.—: [201, 484, 240, 496]
- article-paragraph: Οὕτως ἐκ χωρίου τῆς περιφερείας Γενιτσῶν αἱ ἀρχαὶ ζητοῦν ἀπὸ τοὺς Ἕλληνας κατοίκους νὰ παραδώσουν τὰ κρυπτόμενα ὅπλα.: [258, 672, 478, 731]
- article-paragraph: Φήμη τοῦ κ. Μ. Βηρλῆ, ὅστις ὡς γνωστὸν ἀπεσύρθη τῆς ἐπιχειρήσεως. Μαρκελιέρος 20 Α.: [744, 1487, 947, 1531]
- list-item: ΣΑΒΒΑΤΟΝ 8 μ. μ. διὰ Πάτρας: [970, 1370, 1172, 1385]
- article-title: ΕΠΙΣΚΕΨΕΙΣ κ. ΒΕΝΙΖΕΛΟΥ: [526, 1248, 697, 1264]
- price-value: 48.—: [214, 971, 240, 983]
- tourkia-subtitle: ΣΧΟΛΙΑ «ΝΕΟΥ ΕΛΕΥΘΕΡΟΥ ΤΥΠΟΥ» ΒΙΕΝΝΗ, 14 Ἰουλίου.: [746, 563, 946, 591]
- price-row: [72, 588, 240, 602]
- fx-list: [72, 639, 240, 710]
- price-value: 105.—: [207, 682, 240, 694]
- price-row: [72, 956, 240, 970]
- list-item: ΦΥΣΙΟΛΟΓΙΑ ΤΗΣ ΗΔΟΝΗΣ — Δρ. 3: [1190, 1934, 1388, 1948]
- price-row: [72, 428, 240, 442]
- article-paragraph: ΚΩΝ/ΠΟΛΙΣ 14 Ἰουλίου (τηλεγρ. Ἐθν. Πρ.).—Αἱ πραγματικαὶ σχέσεις τῆς Τουρκίας καὶ τῆς Βουλγαρίας μεταβάλλονται.: [744, 1243, 947, 1302]
- price-value: 96.—: [218, 279, 235, 305]
- price-value: 235.—: [207, 428, 240, 440]
- price-value: 80.—: [214, 847, 240, 859]
- article-paragraph: ΖΗΤΕΙΤΑΙ μικρὸς ὑπάλληλος διὰ τὴν ὑπηρεσίαν τοῦ γραφείου μας.: [496, 1643, 727, 1672]
- coins-list: [72, 561, 240, 617]
- book-advertisement: [976, 1830, 1396, 2103]
